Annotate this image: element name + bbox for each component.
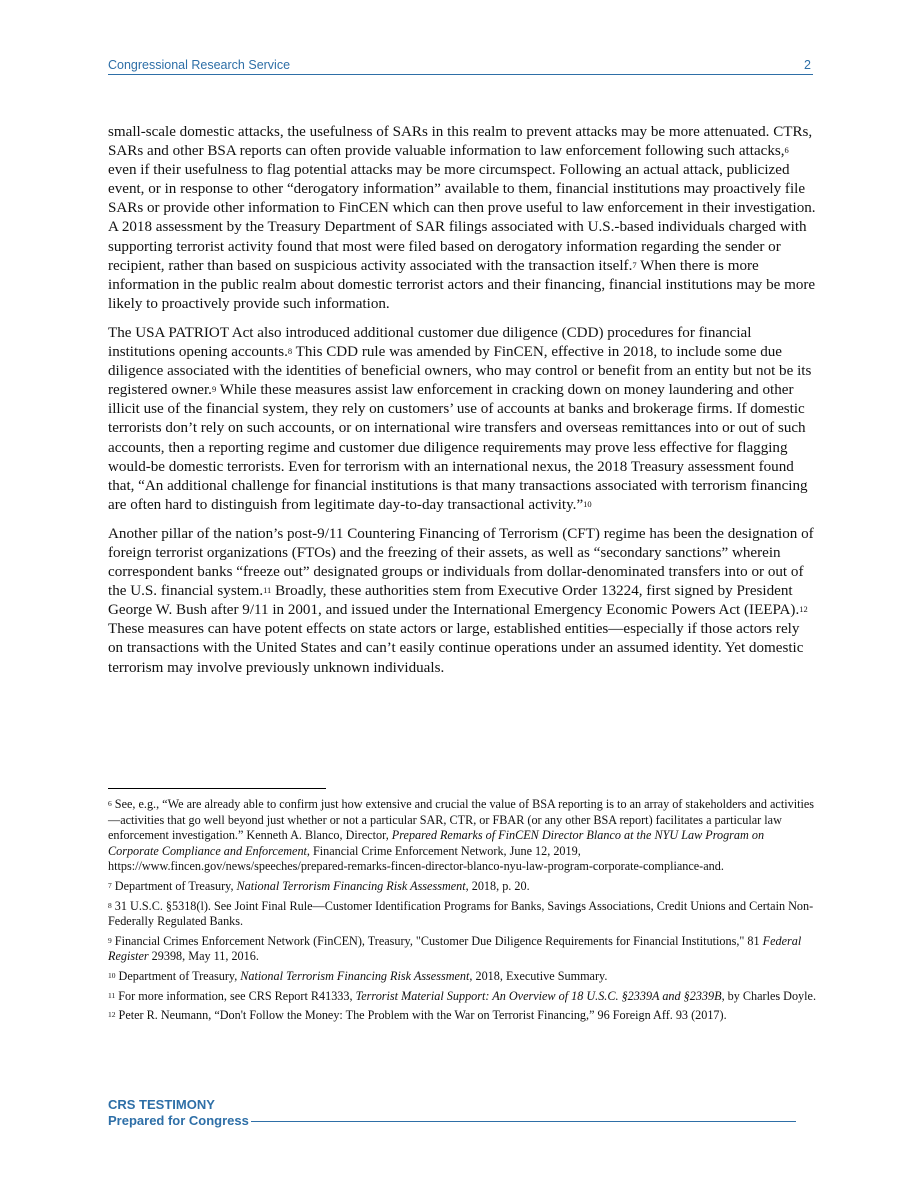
footnote-7: $^7$ Department of Treasury, National Terrorism Financing Risk Assessment, 2018, p. 20. <box>108 878 530 893</box>
footer-sublabel: Prepared for Congress <box>108 1113 249 1128</box>
page-header <box>108 58 813 75</box>
footnote-12: $^{12}$ Peter R. Neumann, “Don't Follow the Money: The Problem with the War on Terrorist Financing,” 96 Foreign Aff. 93 (2017). <box>108 1008 727 1023</box>
footnote-ref-6[interactable]: 6 <box>784 145 789 156</box>
footnote-ref-9[interactable]: 9 <box>211 384 217 395</box>
paragraph-3: Another pillar of the nation’s post-9/11 Countering Financing of Terrorism (CFT) regime has been the designation of foreign terrorist organizations (FTOs) and the freezing of their assets, as well as “secondary sanctions” wherein correspondent banks “freeze out” designated groups or individuals from dollar-denominated transfers into or out of the U.S. financial system.$^{11}$ Broadly, these authorities stem from Executive Order 13224, first signed by President George W. Bush after 9/11 in 2001, and issued under the International Emergency Economic Powers Act (IEEPA).$^{12}$ These measures can have potent effects on state actors or large, established entities—especially if those actors rely on transactions with the United States and can’t easily continue operations under an assumed identity. Yet domestic terrorism may involve previously unknown individuals. <box>108 525 814 676</box>
footnotes <box>108 797 816 1028</box>
footnote-ref-12[interactable]: 12 <box>799 604 808 615</box>
paragraph-1: small-scale domestic attacks, the usefulness of SARs in this realm to prevent attacks may be more attenuated. CTRs, SARs and other BSA reports can often provide valuable information to law enforcement following such attacks,$^6$ even if their usefulness to flag potential attacks may be more circumspect. Following an actual attack, publicized event, or in response to other “derogatory information” available to them, financial institutions may proactively file SARs or provide other information to FinCEN which can then prove useful to law enforcement in their investigation. A 2018 assessment by the Treasury Department of SAR filings associated with U.S.-based individuals charged with supporting terrorist activity found that most were filed based on derogatory information regarding the sender or recipient, rather than based on suspicious activity associated with the transaction itself.$^7$ When there is more information in the public realm about domestic terrorist actors and their financing, financial institutions may be more likely to proactively provide such information. <box>108 124 816 312</box>
footnote-8: $^8$ 31 U.S.C. §5318(l). See Joint Final Rule—Customer Identification Programs for Banks, Savings Associations, Credit Unions and Certain Non-Federally Regulated Banks. <box>108 898 814 929</box>
footnote-10: $^{10}$ Department of Treasury, National Terrorism Financing Risk Assessment, 2018, Executive Summary. <box>108 968 608 983</box>
footnote-ref-8[interactable]: 8 <box>287 346 293 357</box>
footnote-ref-10[interactable]: 10 <box>583 498 592 509</box>
page-footer <box>108 1097 813 1131</box>
main-body <box>108 123 816 688</box>
footnote-9: $^9$ Financial Crimes Enforcement Network (FinCEN), Treasury, "Customer Due Diligence Requirements for Financial Institutions," 81 Federal Register 29398, May 11, 2016. <box>108 933 802 964</box>
footnote-divider <box>108 788 326 789</box>
header-title: Congressional Research Service <box>108 58 291 72</box>
footnote-6: $^6$ See, e.g., “We are already able to confirm just how extensive and crucial the value of BSA reporting is to an array of stakeholders and activities—activities that go well beyond just whether or not a particular SAR, CTR, or FBAR (or any other BSA report) facilitates a particular law enforcement investigation.” Kenneth A. Blanco, Director, Prepared Remarks of FinCEN Director Blanco at the NYU Law Program on Corporate Compliance and Enforcement, Financial Crime Enforcement Network, June 12, 2019, https://www.fincen.gov/news/speeches/prepared-remarks-fincen-director-blanco-nyu-law-program-corporate-compliance-and. <box>108 797 815 874</box>
page-number: 2 <box>804 58 811 72</box>
paragraph-2: The USA PATRIOT Act also introduced additional customer due diligence (CDD) procedures for financial institutions opening accounts.$^8$ This CDD rule was amended by FinCEN, effective in 2018, to include some due diligence associated with the identities of beneficial owners, who may control or benefit from an entity but not be its registered owner.$^9$ While these measures assist law enforcement in cracking down on money laundering and other illicit use of the financial system, they rely on customers’ use of accounts at banks and brokerage firms. If domestic terrorists don’t rely on such accounts, or on international wire transfers and overseas remittances into or out of such accounts, then a reporting regime and customer due diligence requirements may prove less effective for flagging would-be domestic terrorists. Even for terrorism with an international nexus, the 2018 Treasury assessment found that, “An additional challenge for financial institutions is that many transactions associated with terrorism financing are often hard to distinguish from legitimate day-to-day transactional activity.”$^{10}$ <box>108 324 812 513</box>
footnote-11: $^{11}$ For more information, see CRS Report R41333, Terrorist Material Support: An Overview of 18 U.S.C. §2339A and §2339B, by Charles Doyle. <box>108 988 816 1003</box>
footnote-ref-7[interactable]: 7 <box>632 259 637 270</box>
footnote-ref-11[interactable]: 11 <box>263 585 272 596</box>
footer-label: CRS TESTIMONY <box>108 1097 215 1112</box>
footer-divider <box>251 1121 796 1122</box>
